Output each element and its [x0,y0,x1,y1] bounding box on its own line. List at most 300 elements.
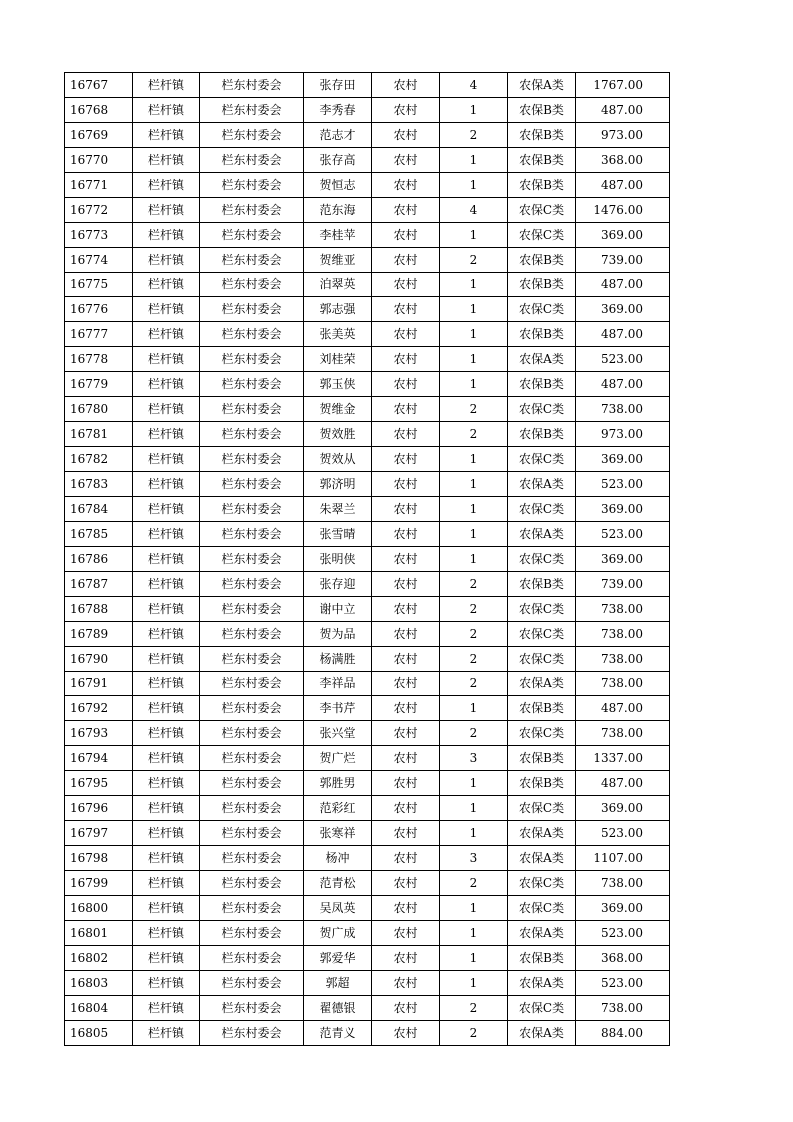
village-cell: 栏东村委会 [200,496,304,521]
town-cell: 栏杆镇 [133,447,200,472]
name-cell: 贺恒志 [304,172,372,197]
village-cell: 栏东村委会 [200,297,304,322]
village-cell: 栏东村委会 [200,372,304,397]
category-cell: 农保B类 [508,571,576,596]
category-cell: 农保A类 [508,347,576,372]
table-row [65,496,670,521]
row-id-cell: 16779 [65,372,133,397]
count-cell: 2 [440,397,508,422]
name-cell: 贺效胜 [304,422,372,447]
table-row [65,1020,670,1045]
area-type-cell: 农村 [372,122,440,147]
village-cell: 栏东村委会 [200,97,304,122]
village-cell: 栏东村委会 [200,721,304,746]
row-id-cell: 16792 [65,696,133,721]
table-row [65,521,670,546]
category-cell: 农保B类 [508,696,576,721]
village-cell: 栏东村委会 [200,447,304,472]
table-row [65,796,670,821]
amount-cell: 487.00 [576,372,670,397]
area-type-cell: 农村 [372,995,440,1020]
amount-cell: 369.00 [576,447,670,472]
name-cell: 范青松 [304,871,372,896]
amount-cell: 523.00 [576,821,670,846]
village-cell: 栏东村委会 [200,397,304,422]
village-cell: 栏东村委会 [200,1020,304,1045]
row-id-cell: 16770 [65,147,133,172]
village-cell: 栏东村委会 [200,945,304,970]
amount-cell: 487.00 [576,696,670,721]
amount-cell: 738.00 [576,871,670,896]
category-cell: 农保C类 [508,621,576,646]
village-cell: 栏东村委会 [200,746,304,771]
village-cell: 栏东村委会 [200,272,304,297]
town-cell: 栏杆镇 [133,397,200,422]
name-cell: 张雪晴 [304,521,372,546]
amount-cell: 369.00 [576,546,670,571]
village-cell: 栏东村委会 [200,821,304,846]
amount-cell: 1107.00 [576,846,670,871]
name-cell: 张存高 [304,147,372,172]
area-type-cell: 农村 [372,1020,440,1045]
amount-cell: 523.00 [576,970,670,995]
town-cell: 栏杆镇 [133,347,200,372]
amount-cell: 739.00 [576,247,670,272]
name-cell: 张明侠 [304,546,372,571]
area-type-cell: 农村 [372,621,440,646]
name-cell: 杨满胜 [304,646,372,671]
category-cell: 农保B类 [508,372,576,397]
row-id-cell: 16805 [65,1020,133,1045]
town-cell: 栏杆镇 [133,496,200,521]
category-cell: 农保C类 [508,721,576,746]
amount-cell: 487.00 [576,97,670,122]
name-cell: 泊翠英 [304,272,372,297]
area-type-cell: 农村 [372,422,440,447]
area-type-cell: 农村 [372,696,440,721]
amount-cell: 487.00 [576,272,670,297]
amount-cell: 1476.00 [576,197,670,222]
area-type-cell: 农村 [372,920,440,945]
count-cell: 1 [440,272,508,297]
area-type-cell: 农村 [372,846,440,871]
area-type-cell: 农村 [372,746,440,771]
row-id-cell: 16797 [65,821,133,846]
row-id-cell: 16783 [65,472,133,497]
category-cell: 农保C类 [508,222,576,247]
name-cell: 李祥品 [304,671,372,696]
category-cell: 农保B类 [508,147,576,172]
name-cell: 范东海 [304,197,372,222]
table-row [65,671,670,696]
category-cell: 农保B类 [508,272,576,297]
table-row [65,247,670,272]
row-id-cell: 16781 [65,422,133,447]
village-cell: 栏东村委会 [200,222,304,247]
village-cell: 栏东村委会 [200,122,304,147]
amount-cell: 738.00 [576,995,670,1020]
amount-cell: 369.00 [576,796,670,821]
table-row [65,297,670,322]
village-cell: 栏东村委会 [200,472,304,497]
amount-cell: 523.00 [576,920,670,945]
village-cell: 栏东村委会 [200,970,304,995]
row-id-cell: 16794 [65,746,133,771]
amount-cell: 369.00 [576,222,670,247]
name-cell: 贺维亚 [304,247,372,272]
table-row [65,422,670,447]
town-cell: 栏杆镇 [133,472,200,497]
count-cell: 4 [440,197,508,222]
table-row [65,147,670,172]
amount-cell: 738.00 [576,721,670,746]
area-type-cell: 农村 [372,297,440,322]
table-row [65,272,670,297]
town-cell: 栏杆镇 [133,147,200,172]
town-cell: 栏杆镇 [133,671,200,696]
row-id-cell: 16791 [65,671,133,696]
category-cell: 农保A类 [508,472,576,497]
amount-cell: 523.00 [576,472,670,497]
data-table [64,72,670,1046]
area-type-cell: 农村 [372,347,440,372]
count-cell: 1 [440,821,508,846]
row-id-cell: 16773 [65,222,133,247]
table-row [65,447,670,472]
count-cell: 1 [440,521,508,546]
amount-cell: 487.00 [576,172,670,197]
name-cell: 范志才 [304,122,372,147]
town-cell: 栏杆镇 [133,771,200,796]
table-row [65,721,670,746]
count-cell: 2 [440,422,508,447]
table-body [65,73,670,1046]
town-cell: 栏杆镇 [133,372,200,397]
row-id-cell: 16804 [65,995,133,1020]
count-cell: 2 [440,871,508,896]
row-id-cell: 16768 [65,97,133,122]
area-type-cell: 农村 [372,272,440,297]
row-id-cell: 16769 [65,122,133,147]
table-row [65,322,670,347]
table-row [65,472,670,497]
area-type-cell: 农村 [372,222,440,247]
area-type-cell: 农村 [372,571,440,596]
count-cell: 2 [440,721,508,746]
area-type-cell: 农村 [372,596,440,621]
town-cell: 栏杆镇 [133,920,200,945]
row-id-cell: 16801 [65,920,133,945]
area-type-cell: 农村 [372,821,440,846]
category-cell: 农保C类 [508,995,576,1020]
name-cell: 张寒祥 [304,821,372,846]
area-type-cell: 农村 [372,796,440,821]
name-cell: 范彩红 [304,796,372,821]
category-cell: 农保B类 [508,422,576,447]
row-id-cell: 16803 [65,970,133,995]
name-cell: 谢中立 [304,596,372,621]
area-type-cell: 农村 [372,397,440,422]
village-cell: 栏东村委会 [200,995,304,1020]
count-cell: 1 [440,322,508,347]
table-row [65,97,670,122]
area-type-cell: 农村 [372,172,440,197]
amount-cell: 523.00 [576,347,670,372]
town-cell: 栏杆镇 [133,272,200,297]
category-cell: 农保A类 [508,920,576,945]
name-cell: 贺为品 [304,621,372,646]
town-cell: 栏杆镇 [133,696,200,721]
table-row [65,646,670,671]
count-cell: 1 [440,895,508,920]
village-cell: 栏东村委会 [200,172,304,197]
town-cell: 栏杆镇 [133,895,200,920]
area-type-cell: 农村 [372,871,440,896]
amount-cell: 487.00 [576,771,670,796]
area-type-cell: 农村 [372,322,440,347]
count-cell: 1 [440,347,508,372]
village-cell: 栏东村委会 [200,621,304,646]
row-id-cell: 16775 [65,272,133,297]
name-cell: 朱翠兰 [304,496,372,521]
count-cell: 1 [440,546,508,571]
town-cell: 栏杆镇 [133,796,200,821]
area-type-cell: 农村 [372,895,440,920]
category-cell: 农保C类 [508,871,576,896]
category-cell: 农保A类 [508,73,576,98]
table-row [65,995,670,1020]
area-type-cell: 农村 [372,671,440,696]
amount-cell: 369.00 [576,895,670,920]
town-cell: 栏杆镇 [133,821,200,846]
town-cell: 栏杆镇 [133,721,200,746]
table-row [65,771,670,796]
name-cell: 翟德银 [304,995,372,1020]
amount-cell: 369.00 [576,297,670,322]
village-cell: 栏东村委会 [200,322,304,347]
village-cell: 栏东村委会 [200,197,304,222]
count-cell: 2 [440,621,508,646]
table-row [65,73,670,98]
name-cell: 吴凤英 [304,895,372,920]
name-cell: 郭玉侠 [304,372,372,397]
row-id-cell: 16785 [65,521,133,546]
area-type-cell: 农村 [372,771,440,796]
name-cell: 杨冲 [304,846,372,871]
row-id-cell: 16786 [65,546,133,571]
count-cell: 1 [440,696,508,721]
category-cell: 农保C类 [508,397,576,422]
name-cell: 郭胜男 [304,771,372,796]
count-cell: 1 [440,447,508,472]
town-cell: 栏杆镇 [133,97,200,122]
area-type-cell: 农村 [372,97,440,122]
town-cell: 栏杆镇 [133,621,200,646]
count-cell: 2 [440,247,508,272]
village-cell: 栏东村委会 [200,895,304,920]
town-cell: 栏杆镇 [133,521,200,546]
amount-cell: 738.00 [576,596,670,621]
village-cell: 栏东村委会 [200,546,304,571]
table-row [65,571,670,596]
table-row [65,846,670,871]
name-cell: 贺广成 [304,920,372,945]
table-row [65,222,670,247]
area-type-cell: 农村 [372,472,440,497]
name-cell: 刘桂荣 [304,347,372,372]
town-cell: 栏杆镇 [133,871,200,896]
count-cell: 1 [440,97,508,122]
area-type-cell: 农村 [372,247,440,272]
name-cell: 张存迎 [304,571,372,596]
area-type-cell: 农村 [372,147,440,172]
category-cell: 农保B类 [508,746,576,771]
village-cell: 栏东村委会 [200,796,304,821]
category-cell: 农保A类 [508,521,576,546]
row-id-cell: 16788 [65,596,133,621]
count-cell: 4 [440,73,508,98]
category-cell: 农保B类 [508,122,576,147]
name-cell: 郭志强 [304,297,372,322]
name-cell: 郭济明 [304,472,372,497]
count-cell: 1 [440,920,508,945]
village-cell: 栏东村委会 [200,422,304,447]
name-cell: 贺广烂 [304,746,372,771]
table-row [65,122,670,147]
count-cell: 2 [440,596,508,621]
amount-cell: 738.00 [576,397,670,422]
amount-cell: 738.00 [576,671,670,696]
count-cell: 1 [440,297,508,322]
town-cell: 栏杆镇 [133,546,200,571]
count-cell: 1 [440,970,508,995]
row-id-cell: 16767 [65,73,133,98]
town-cell: 栏杆镇 [133,73,200,98]
name-cell: 范青义 [304,1020,372,1045]
category-cell: 农保C类 [508,646,576,671]
amount-cell: 884.00 [576,1020,670,1045]
count-cell: 1 [440,771,508,796]
count-cell: 1 [440,796,508,821]
table-row [65,821,670,846]
count-cell: 2 [440,995,508,1020]
town-cell: 栏杆镇 [133,1020,200,1045]
row-id-cell: 16790 [65,646,133,671]
category-cell: 农保A类 [508,1020,576,1045]
name-cell: 李桂苹 [304,222,372,247]
name-cell: 张存田 [304,73,372,98]
village-cell: 栏东村委会 [200,247,304,272]
category-cell: 农保C类 [508,297,576,322]
count-cell: 2 [440,646,508,671]
table-row [65,172,670,197]
category-cell: 农保A类 [508,671,576,696]
amount-cell: 487.00 [576,322,670,347]
category-cell: 农保C类 [508,496,576,521]
amount-cell: 523.00 [576,521,670,546]
row-id-cell: 16782 [65,447,133,472]
table-row [65,945,670,970]
category-cell: 农保B类 [508,172,576,197]
area-type-cell: 农村 [372,73,440,98]
category-cell: 农保C类 [508,596,576,621]
table-row [65,895,670,920]
town-cell: 栏杆镇 [133,846,200,871]
town-cell: 栏杆镇 [133,646,200,671]
count-cell: 1 [440,222,508,247]
town-cell: 栏杆镇 [133,945,200,970]
category-cell: 农保C类 [508,895,576,920]
category-cell: 农保C类 [508,197,576,222]
area-type-cell: 农村 [372,970,440,995]
village-cell: 栏东村委会 [200,347,304,372]
count-cell: 1 [440,945,508,970]
town-cell: 栏杆镇 [133,297,200,322]
row-id-cell: 16771 [65,172,133,197]
table-row [65,347,670,372]
area-type-cell: 农村 [372,447,440,472]
amount-cell: 739.00 [576,571,670,596]
count-cell: 1 [440,147,508,172]
row-id-cell: 16793 [65,721,133,746]
count-cell: 2 [440,1020,508,1045]
town-cell: 栏杆镇 [133,322,200,347]
village-cell: 栏东村委会 [200,771,304,796]
amount-cell: 1337.00 [576,746,670,771]
village-cell: 栏东村委会 [200,646,304,671]
count-cell: 2 [440,122,508,147]
table-row [65,197,670,222]
area-type-cell: 农村 [372,945,440,970]
name-cell: 贺效从 [304,447,372,472]
row-id-cell: 16799 [65,871,133,896]
name-cell: 郭超 [304,970,372,995]
name-cell: 张美英 [304,322,372,347]
name-cell: 贺维金 [304,397,372,422]
category-cell: 农保A类 [508,970,576,995]
table-row [65,397,670,422]
town-cell: 栏杆镇 [133,995,200,1020]
row-id-cell: 16772 [65,197,133,222]
town-cell: 栏杆镇 [133,596,200,621]
category-cell: 农保C类 [508,546,576,571]
village-cell: 栏东村委会 [200,73,304,98]
row-id-cell: 16774 [65,247,133,272]
town-cell: 栏杆镇 [133,746,200,771]
town-cell: 栏杆镇 [133,122,200,147]
village-cell: 栏东村委会 [200,521,304,546]
table-row [65,596,670,621]
row-id-cell: 16800 [65,895,133,920]
village-cell: 栏东村委会 [200,696,304,721]
area-type-cell: 农村 [372,546,440,571]
row-id-cell: 16802 [65,945,133,970]
count-cell: 1 [440,172,508,197]
row-id-cell: 16777 [65,322,133,347]
count-cell: 1 [440,372,508,397]
village-cell: 栏东村委会 [200,596,304,621]
area-type-cell: 农村 [372,496,440,521]
village-cell: 栏东村委会 [200,571,304,596]
row-id-cell: 16776 [65,297,133,322]
table-row [65,621,670,646]
area-type-cell: 农村 [372,521,440,546]
row-id-cell: 16778 [65,347,133,372]
town-cell: 栏杆镇 [133,422,200,447]
amount-cell: 1767.00 [576,73,670,98]
count-cell: 2 [440,571,508,596]
table-row [65,871,670,896]
